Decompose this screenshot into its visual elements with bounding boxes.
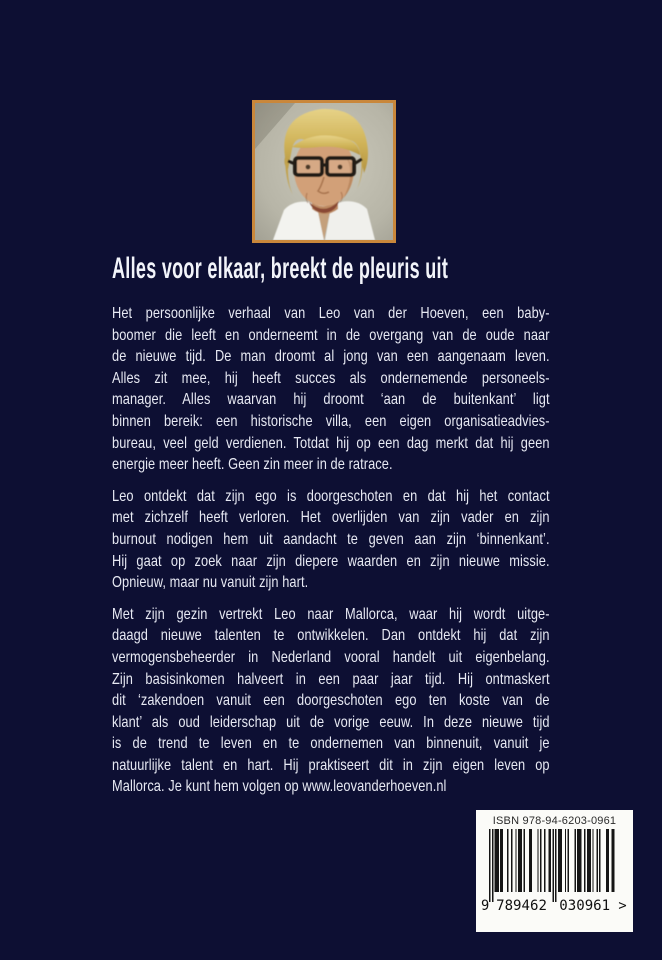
blurb-line: Hij gaat op zoek naar zijn diepere waarden en zijn nieuwe missie.: [112, 552, 550, 570]
blurb-line: Opnieuw, maar nu vanuit zijn hart.: [112, 574, 309, 592]
blurb-line: burnout nodigen hem uit aandacht te geven aan zijn ‘binnenkant’.: [112, 530, 550, 548]
blurb-line: Zijn basisinkomen halveert in een paar jaar tijd. Hij ontmaskert: [112, 670, 550, 688]
author-photo: [252, 100, 396, 243]
svg-text:030961: 030961: [559, 898, 611, 915]
blurb-line: manager. Alles waarvan hij droomt ‘aan de buitenkant’ ligt: [112, 391, 550, 409]
blurb-paragraph: [112, 486, 550, 594]
blurb-line: daagd nieuwe talenten te ontwikkelen. Dan ontdekt hij dat zijn: [112, 627, 550, 645]
blurb-line: vermogensbeheerder in Nederland vooral handelt uit eigenbelang.: [112, 648, 550, 666]
blurb-line: bureau, veel geld verdienen. Totdat hij op een dag merkt dat hij geen: [112, 434, 550, 452]
blurb-line: energie meer heeft. Geen zin meer in de ratrace.: [112, 456, 393, 474]
ean13-barcode: [481, 829, 628, 917]
blurb-text: [112, 303, 550, 798]
blurb-line: klant’ als oud leiderschap uit de vorige eeuw. In deze nieuwe tijd: [112, 713, 550, 731]
barcode-panel: [476, 810, 633, 932]
blurb-line: de nieuwe tijd. De man droomt al jong van een aangenaam leven.: [112, 348, 550, 366]
blurb-line: Het persoonlijke verhaal van Leo van der Hoeven, een baby-: [112, 305, 550, 322]
blurb-line: Mallorca. Je kunt hem volgen op www.leovanderhoeven.nl: [112, 778, 447, 796]
blurb-line: binnen bereik: een historische villa, een eigen organisatieadvies-: [112, 412, 550, 430]
portrait-illustration: [255, 103, 393, 240]
blurb-paragraph: [112, 604, 550, 798]
blurb-line: boomer die leeft en onderneemt in de overgang van de oude naar: [112, 326, 550, 344]
isbn-label: ISBN 978-94-6203-0961: [492, 815, 617, 827]
blurb-line: Alles zit mee, hij heeft succes als ondernemende personeels-: [112, 369, 550, 387]
blurb-line: natuurlijke talent en hart. Hij praktiseert dit in zijn eigen leven op: [112, 756, 550, 774]
book-title: Alles voor elkaar, breekt de pleuris uit: [112, 252, 449, 285]
blurb-line: met zichzelf heeft verloren. Het overlijden van zijn vader en zijn: [112, 509, 550, 527]
blurb-line: dit ‘zakendoen vanuit een doorgeschoten ego ten koste van de: [112, 692, 550, 710]
blurb-line: Leo ontdekt dat zijn ego is doorgeschoten en dat hij het contact: [112, 487, 550, 505]
svg-text:789462: 789462: [496, 898, 547, 915]
svg-text:>: >: [618, 898, 627, 915]
blurb-paragraph: [112, 303, 550, 476]
blurb-line: Met zijn gezin vertrekt Leo naar Mallorca, waar hij wordt uitge-: [112, 605, 550, 623]
blurb-line: is de trend te leven en te ondernemen van binnenuit, vanuit je: [112, 735, 550, 753]
svg-text:9: 9: [481, 898, 490, 915]
